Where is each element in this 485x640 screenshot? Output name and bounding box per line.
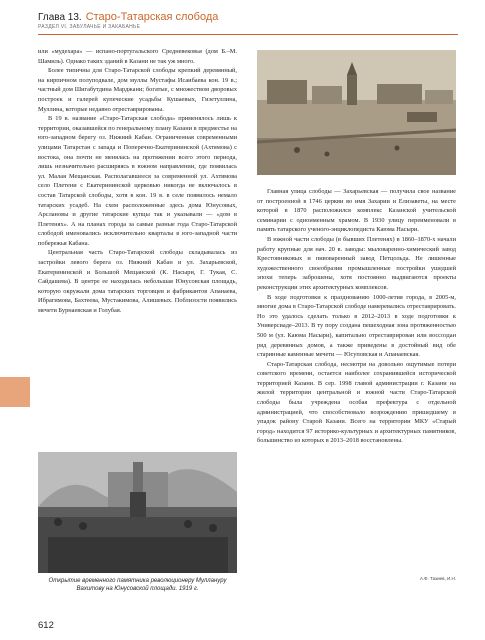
paragraph: Главная улица слободы — Захарьевская — получила свое название от построенной в 1746 церкви во имя Захарии и Елизаветы, на месте которой в 1870 расположился комплекс Казанской учительской семинарии с одноименным храмом. В 1930 улицу переименовали в память татарского ученого-энциклопедиста Каюма Насыри. xyxy=(257,188,456,234)
author-credit: А.Ф. Тазиев, И.Н. xyxy=(419,576,456,581)
left-text-column xyxy=(38,47,237,316)
embankment-photo-image xyxy=(257,50,456,175)
paragraph: В 19 в. название «Старо-Татарская слобода» применялось лишь к территории, оказавшейся по генеральному плану Казани в предместье на юго-западном берегу оз. Нижний Кабан. Ограниченная современными улицами Татарстан с запада и Поперечно-Екатерининской (Ахтямова) с востока, она почти не менялась на протяжении всего этого периода, лишь незначительно расширяясь в южном направлении, где появилась ул. Малая Мещанская. Располагавшееся за современной ул. Ахтямова село Плетени с Екатерининской церковью никогда не включалось в состав Татарской слободы, хотя в кон. 19 в. в селе появилось немало татарских усадеб. На схем расположенные здесь дома Юнусовых, Арслановы и другие татарские купцы так и указывали — «дом в Плетенях». А на планах города за самые разные года Старо-Татарской слободой именовались исключительно кварталы в юго-западной части побережья Кабана. xyxy=(38,115,237,247)
paragraph: Старо-Татарская слобода, несмотря на довольно ощутимые потери советского времени, остается наиболее сохранившейся исторической территорией Казани. В сер. 1998 главой администрации г. Казани на жилой территории центральной и южной части Старо-Татарской слободы была учреждена особая префектура с отдельной администрацией, что способствовало возрождению пришедшему в упадок району Старой Казани. Всего на территории МКУ «Старый город» находится 97 историко-культурных и архитектурных памятников, большинство из которых в 2013–2018 восстановлены. xyxy=(257,360,456,445)
paragraph: В южной части слободы (в бывших Плетенях) в 1860–1870-х начали работу крупные для нач. 20 в. заводы: мыловаренно-химический завод Крестовниковых и пивоваренный завод Петцольда. Не лишенные художественного своеобразия промышленные постройки ушедшей эпохи теперь заброшены, хотя постоянно выдвигаются проекты реконструкции этих архитектурных комплексов. xyxy=(257,235,456,291)
paragraph: В ходе подготовки к празднованию 1000-летия города, в 2005-м, многие дома в Старо-Татарской слободе намеревались отреставрировать. Но это удалось сделать только в 2012–2013 в ходе подготовки к Универсиаде–2013. В ту пору создана пешеходная зона протяженностью 500 м (ул. Каюма Насыри), капитально отреставрирован или воссоздан ряд деревянных домов, а также приведены в достойный вид обе старинные каменные мечети — Юсуповская и Апанаевская. xyxy=(257,293,456,359)
right-text-column xyxy=(257,187,456,446)
page-number: 612 xyxy=(38,620,54,631)
paragraph: Более типичны для Старо-Татарской слободы крепкий деревянный, на кирпичном полуподвале, дом муллы Мустафы Исаибаева кон. 19 в.; частный дом Шигабутдина Марджани; богатые, с множеством дворовых построек и галерей купеческие усадьбы Кушаевых, Гизетуллина, Муллина, которые недавно отреставрированы. xyxy=(38,67,237,113)
embankment-photo xyxy=(257,50,456,175)
chapter-header xyxy=(38,11,458,30)
photo-caption: Открытие временного памятника революционеру Муллануру Вахитову на Юнусовской площади. 1919 г. xyxy=(48,578,227,592)
chapter-title: Старо-Татарская слобода xyxy=(85,11,219,23)
paragraph: или «мудехара» — испано-португальского Средневековья (дом Б.–М. Шамиль). Однако таких зданий в Казани не так уж много. xyxy=(38,48,237,65)
monument-opening-photo xyxy=(38,452,237,573)
chapter-label: Глава 13. xyxy=(38,12,82,23)
header-rule xyxy=(38,34,458,35)
monument-opening-photo-image xyxy=(38,452,237,573)
section-label: РАЗДЕЛ VI. ЗАБУЛАЧЬЕ И ЗАКАБАНЬЕ xyxy=(38,24,141,30)
side-tab-marker xyxy=(0,377,30,407)
paragraph: Центральная часть Старо-Татарской слободы складывалась из застройки левого берега оз. Нижний Кабан и ул. Захарьевской, Екатерининской и Большой Мещанской (К. Насыри, Г. Тукая, С. Сайдашева). В центре ее находилась небольшая Юнусовская площадь, которую окружали дома татарских торговцев и фабрикантов Апанаева, Ибрагимова, Бахтеева, Мустакимова, Алишевых. Поблизости появились мечети Бурнаевская и Голубая. xyxy=(38,249,237,315)
